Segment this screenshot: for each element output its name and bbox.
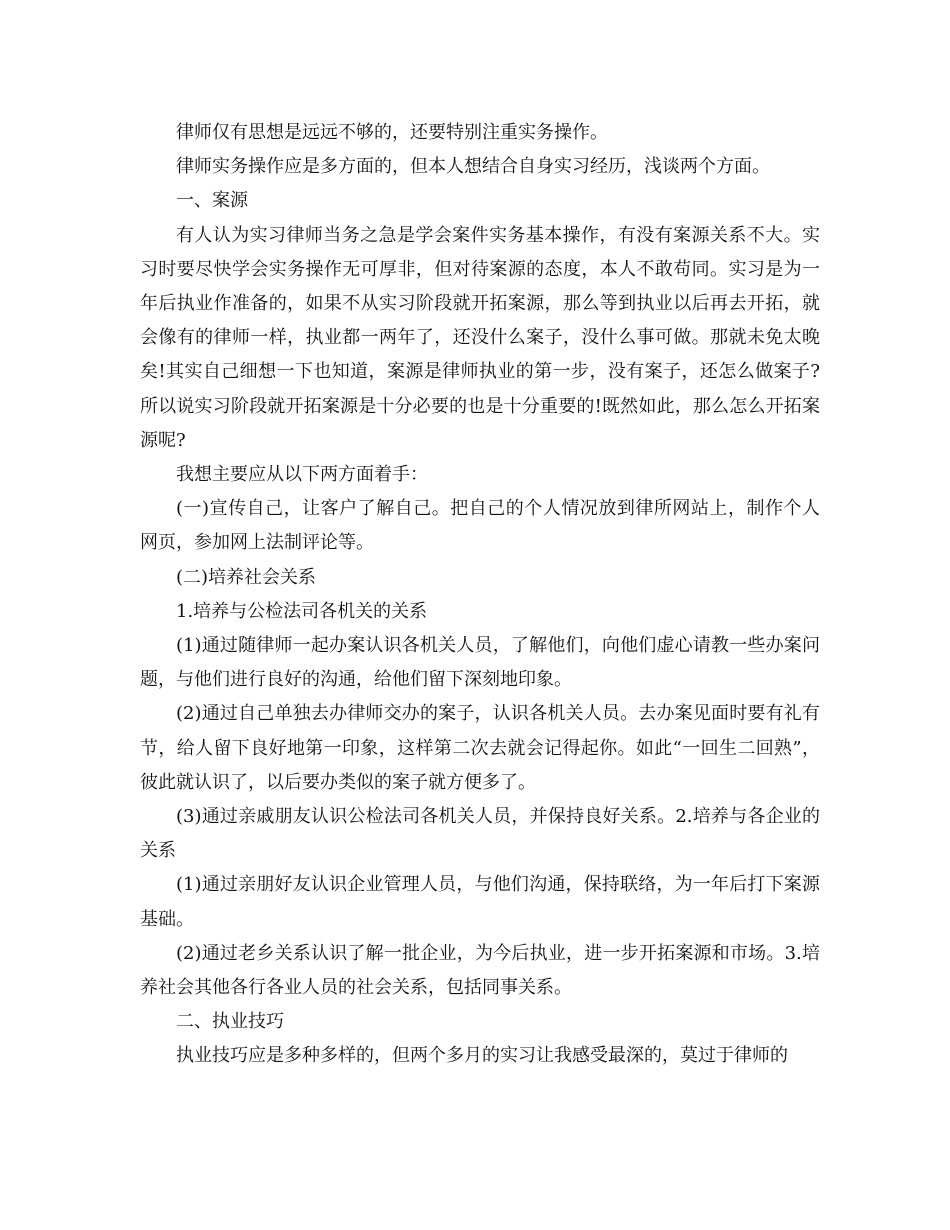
paragraph: (1)通过亲朋好友认识企业管理人员，与他们沟通，保持联络，为一年后打下案源基础。 — [140, 874, 820, 930]
paragraph: (3)通过亲戚朋友认识公检法司各机关人员，并保持良好关系。2.培养与各企业的关系 — [140, 806, 820, 862]
paragraph: (2)通过老乡关系认识了解一批企业，为今后执业，进一步开拓案源和市场。3.培养社会其他各行各业人员的社会关系，包括同事关系。 — [140, 942, 820, 999]
paragraph: (1)通过随律师一起办案认识各机关人员，了解他们，向他们虚心请教一些办案问题，与他们进行良好的沟通，给他们留下深刻地印象。 — [140, 635, 820, 691]
document-body — [140, 116, 820, 1074]
subsection-heading: (二)培养社会关系 — [176, 566, 317, 588]
paragraph: 我想主要应从以下两方面着手： — [176, 464, 428, 486]
paragraph: 律师仅有思想是远远不够的，还要特别注重实务操作。 — [176, 122, 608, 143]
section-heading: 一、案源 — [176, 190, 248, 212]
paragraph: 律师实务操作应是多方面的，但本人想结合自身实习经历，浅谈两个方面。 — [176, 156, 770, 178]
paragraph: (一)宣传自己，让客户了解自己。把自己的个人情况放到律所网站上，制作个人网页，参加网上法制评论等。 — [140, 498, 820, 554]
paragraph: 有人认为实习律师当务之急是学会案件实务基本操作，有没有案源关系不大。实习时要尽快学会实务操作无可厚非，但对待案源的态度，本人不敢苟同。实习是为一年后执业作准备的，如果不从实习阶段就开拓案源，那么等到执业以后再去开拓，就会像有的律师一样，执业都一两年了，还没什么案子，没什么事可做。那就未免太晚矣!其实自己细想一下也知道，案源是律师执业的第一步，没有案子，还怎么做案子?所以说实习阶段就开拓案源是十分必要的也是十分重要的!既然如此，那么怎么开拓案源呢? — [140, 224, 820, 451]
paragraph: 执业技巧应是多种多样的，但两个多月的实习让我感受最深的，莫过于律师的 — [176, 1045, 788, 1067]
section-heading: 二、执业技巧 — [176, 1011, 284, 1033]
subsection-heading: 1.培养与公检法司各机关的关系 — [176, 600, 428, 622]
paragraph: (2)通过自己单独去办律师交办的案子，认识各机关人员。去办案见面时要有礼有节，给人留下良好地第一印象，这样第二次去就会记得起你。如此“一回生二回熟”，彼此就认识了，以后要办类似的案子就方便多了。 — [140, 703, 820, 793]
